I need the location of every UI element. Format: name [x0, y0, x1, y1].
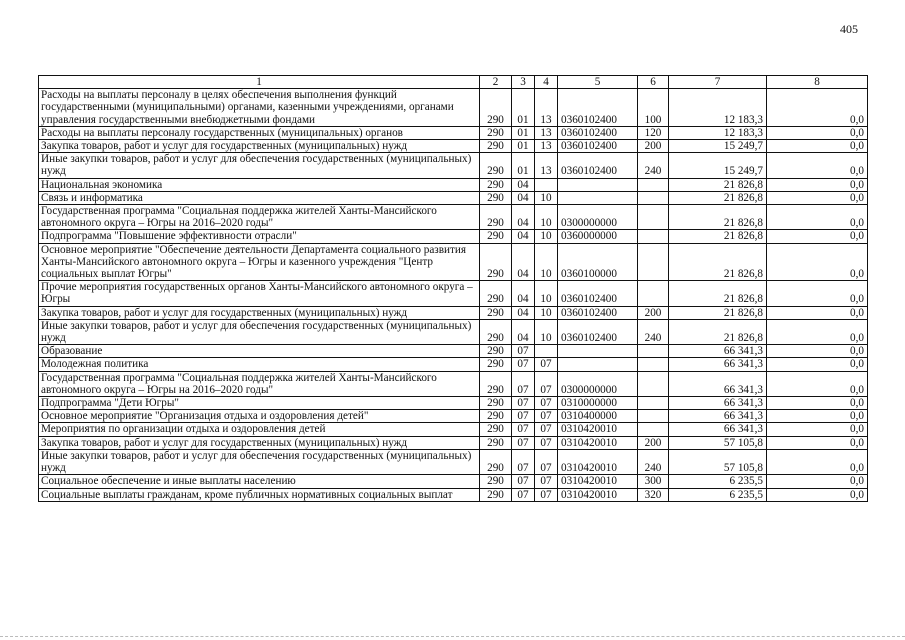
col-3-cell: 07: [512, 475, 535, 488]
col-5-cell: 0300000000: [558, 371, 638, 396]
col-2-cell: 290: [480, 319, 512, 344]
col-5-cell: 0360102400: [558, 126, 638, 139]
col-8-cell: 0,0: [767, 243, 868, 281]
col-4-cell: 07: [535, 371, 558, 396]
col-2-cell: 290: [480, 345, 512, 358]
col-5-cell: [558, 191, 638, 204]
row-name: Закупка товаров, работ и услуг для государственных (муниципальных) нужд: [39, 306, 480, 319]
col-6-cell: 320: [638, 488, 669, 501]
col-8-cell: 0,0: [767, 89, 868, 127]
col-6-cell: [638, 345, 669, 358]
col-7-cell: 12 183,3: [669, 89, 767, 127]
col-2-cell: 290: [480, 410, 512, 423]
col-8-cell: 0,0: [767, 488, 868, 501]
row-name: Закупка товаров, работ и услуг для государственных (муниципальных) нужд: [39, 436, 480, 449]
col-4-cell: 07: [535, 410, 558, 423]
col-5-cell: 0310420010: [558, 436, 638, 449]
col-7-cell: 57 105,8: [669, 449, 767, 474]
col-8-cell: 0,0: [767, 371, 868, 396]
col-3-cell: 04: [512, 243, 535, 281]
table-row: [39, 423, 868, 436]
col-7-cell: 21 826,8: [669, 178, 767, 191]
col-4-cell: 10: [535, 306, 558, 319]
col-6-cell: 300: [638, 475, 669, 488]
col-8-cell: 0,0: [767, 319, 868, 344]
col-2-cell: 290: [480, 475, 512, 488]
col-8-cell: 0,0: [767, 345, 868, 358]
col-6-cell: 200: [638, 140, 669, 153]
col-7-cell: 66 341,3: [669, 410, 767, 423]
header-cell: 2: [480, 76, 512, 89]
row-name: Расходы на выплаты персоналу государственных (муниципальных) органов: [39, 126, 480, 139]
row-name: Основное мероприятие "Организация отдыха и оздоровления детей": [39, 410, 480, 423]
col-4-cell: 10: [535, 243, 558, 281]
col-3-cell: 04: [512, 281, 535, 306]
col-2-cell: 290: [480, 89, 512, 127]
table-row: [39, 449, 868, 474]
header-cell: 4: [535, 76, 558, 89]
table-row: [39, 89, 868, 127]
table-row: [39, 371, 868, 396]
col-7-cell: 66 341,3: [669, 397, 767, 410]
header-cell: 6: [638, 76, 669, 89]
col-6-cell: 200: [638, 436, 669, 449]
table-row: [39, 243, 868, 281]
col-2-cell: 290: [480, 243, 512, 281]
col-6-cell: [638, 397, 669, 410]
row-name: Государственная программа "Социальная поддержка жителей Ханты-Мансийского автономного округа – Югры на 2016–2020 годы": [39, 205, 480, 230]
col-5-cell: 0310400000: [558, 410, 638, 423]
row-name: Образование: [39, 345, 480, 358]
row-name: Иные закупки товаров, работ и услуг для обеспечения государственных (муниципальных) нужд: [39, 153, 480, 178]
col-6-cell: 100: [638, 89, 669, 127]
table-row: [39, 140, 868, 153]
col-2-cell: 290: [480, 449, 512, 474]
col-7-cell: 12 183,3: [669, 126, 767, 139]
col-8-cell: 0,0: [767, 191, 868, 204]
col-3-cell: 07: [512, 371, 535, 396]
col-7-cell: 21 826,8: [669, 319, 767, 344]
col-2-cell: 290: [480, 423, 512, 436]
row-name: Социальные выплаты гражданам, кроме публичных нормативных социальных выплат: [39, 488, 480, 501]
col-4-cell: 07: [535, 358, 558, 371]
col-2-cell: 290: [480, 230, 512, 243]
col-2-cell: 290: [480, 140, 512, 153]
col-2-cell: 290: [480, 178, 512, 191]
col-2-cell: 290: [480, 397, 512, 410]
col-7-cell: 21 826,8: [669, 205, 767, 230]
row-name: Связь и информатика: [39, 191, 480, 204]
col-7-cell: 6 235,5: [669, 488, 767, 501]
col-3-cell: 07: [512, 410, 535, 423]
row-name: Расходы на выплаты персоналу в целях обеспечения выполнения функций государственными (муниципальными) органами, казенными учреждениями, органами управления государственными внебюджетными фондами: [39, 89, 480, 127]
col-5-cell: [558, 178, 638, 191]
col-4-cell: 07: [535, 475, 558, 488]
row-name: Государственная программа "Социальная поддержка жителей Ханты-Мансийского автономного округа – Югры на 2016–2020 годы": [39, 371, 480, 396]
col-4-cell: 07: [535, 449, 558, 474]
col-7-cell: 6 235,5: [669, 475, 767, 488]
col-2-cell: 290: [480, 371, 512, 396]
col-2-cell: 290: [480, 358, 512, 371]
col-2-cell: 290: [480, 281, 512, 306]
col-6-cell: 120: [638, 126, 669, 139]
col-8-cell: 0,0: [767, 475, 868, 488]
col-2-cell: 290: [480, 153, 512, 178]
col-6-cell: [638, 371, 669, 396]
col-4-cell: 13: [535, 126, 558, 139]
col-3-cell: 04: [512, 230, 535, 243]
col-4-cell: 10: [535, 230, 558, 243]
col-5-cell: [558, 345, 638, 358]
col-3-cell: 07: [512, 345, 535, 358]
col-5-cell: 0360102400: [558, 89, 638, 127]
col-6-cell: [638, 243, 669, 281]
col-3-cell: 07: [512, 488, 535, 501]
col-8-cell: 0,0: [767, 306, 868, 319]
table-row: [39, 178, 868, 191]
col-4-cell: 13: [535, 140, 558, 153]
col-6-cell: [638, 191, 669, 204]
col-5-cell: 0310420010: [558, 475, 638, 488]
col-7-cell: 21 826,8: [669, 306, 767, 319]
col-7-cell: 21 826,8: [669, 191, 767, 204]
col-3-cell: 04: [512, 191, 535, 204]
row-name: Национальная экономика: [39, 178, 480, 191]
col-6-cell: [638, 230, 669, 243]
col-8-cell: 0,0: [767, 126, 868, 139]
col-2-cell: 290: [480, 488, 512, 501]
header-cell: 3: [512, 76, 535, 89]
table-row: [39, 153, 868, 178]
col-7-cell: 57 105,8: [669, 436, 767, 449]
row-name: Социальное обеспечение и иные выплаты населению: [39, 475, 480, 488]
row-name: Прочие мероприятия государственных органов Ханты-Мансийского автономного округа – Югры: [39, 281, 480, 306]
row-name: Подпрограмма "Дети Югры": [39, 397, 480, 410]
table-row: [39, 319, 868, 344]
row-name: Молодежная политика: [39, 358, 480, 371]
row-name: Иные закупки товаров, работ и услуг для обеспечения государственных (муниципальных) нужд: [39, 319, 480, 344]
row-name: Основное мероприятие "Обеспечение деятельности Департамента социального развития Ханты-Мансийского автономного округа – Югры и казенного учреждения "Центр социальных выплат Югры": [39, 243, 480, 281]
table-row: [39, 191, 868, 204]
table-row: [39, 436, 868, 449]
table-header-row: [39, 76, 868, 89]
col-5-cell: 0360102400: [558, 319, 638, 344]
col-7-cell: 15 249,7: [669, 153, 767, 178]
col-3-cell: 04: [512, 178, 535, 191]
col-7-cell: 66 341,3: [669, 371, 767, 396]
row-name: Закупка товаров, работ и услуг для государственных (муниципальных) нужд: [39, 140, 480, 153]
table-row: [39, 410, 868, 423]
col-2-cell: 290: [480, 126, 512, 139]
col-2-cell: 290: [480, 306, 512, 319]
table-row: [39, 397, 868, 410]
col-4-cell: [535, 178, 558, 191]
col-7-cell: 21 826,8: [669, 281, 767, 306]
table-row: [39, 306, 868, 319]
col-4-cell: 10: [535, 191, 558, 204]
col-6-cell: [638, 358, 669, 371]
col-8-cell: 0,0: [767, 281, 868, 306]
col-8-cell: 0,0: [767, 205, 868, 230]
col-6-cell: [638, 410, 669, 423]
col-8-cell: 0,0: [767, 397, 868, 410]
col-6-cell: [638, 178, 669, 191]
table-row: [39, 358, 868, 371]
col-8-cell: 0,0: [767, 178, 868, 191]
table-row: [39, 488, 868, 501]
col-4-cell: [535, 345, 558, 358]
col-4-cell: 10: [535, 281, 558, 306]
col-4-cell: 10: [535, 319, 558, 344]
col-3-cell: 04: [512, 306, 535, 319]
col-8-cell: 0,0: [767, 153, 868, 178]
col-6-cell: 200: [638, 306, 669, 319]
col-4-cell: 07: [535, 397, 558, 410]
col-4-cell: 07: [535, 436, 558, 449]
col-5-cell: 0310420010: [558, 423, 638, 436]
budget-table: [38, 75, 868, 502]
row-name: Мероприятия по организации отдыха и оздоровления детей: [39, 423, 480, 436]
col-6-cell: [638, 281, 669, 306]
col-5-cell: 0310000000: [558, 397, 638, 410]
col-3-cell: 01: [512, 140, 535, 153]
col-2-cell: 290: [480, 205, 512, 230]
col-3-cell: 07: [512, 397, 535, 410]
col-3-cell: 07: [512, 436, 535, 449]
col-7-cell: 21 826,8: [669, 243, 767, 281]
row-name: Подпрограмма "Повышение эффективности отрасли": [39, 230, 480, 243]
col-3-cell: 07: [512, 423, 535, 436]
scan-edge-line: [0, 636, 905, 638]
col-8-cell: 0,0: [767, 140, 868, 153]
col-5-cell: 0360100000: [558, 243, 638, 281]
header-cell: 1: [39, 76, 480, 89]
col-5-cell: 0300000000: [558, 205, 638, 230]
header-cell: 5: [558, 76, 638, 89]
col-8-cell: 0,0: [767, 358, 868, 371]
header-cell: 8: [767, 76, 868, 89]
col-3-cell: 07: [512, 358, 535, 371]
col-3-cell: 01: [512, 126, 535, 139]
col-3-cell: 04: [512, 319, 535, 344]
col-5-cell: 0360102400: [558, 140, 638, 153]
col-6-cell: 240: [638, 319, 669, 344]
col-7-cell: 15 249,7: [669, 140, 767, 153]
col-3-cell: 01: [512, 153, 535, 178]
col-5-cell: 0360102400: [558, 281, 638, 306]
col-5-cell: 0310420010: [558, 488, 638, 501]
table-row: [39, 205, 868, 230]
col-3-cell: 01: [512, 89, 535, 127]
col-7-cell: 66 341,3: [669, 423, 767, 436]
col-6-cell: 240: [638, 449, 669, 474]
col-7-cell: 21 826,8: [669, 230, 767, 243]
col-5-cell: 0360102400: [558, 153, 638, 178]
col-5-cell: 0360102400: [558, 306, 638, 319]
col-8-cell: 0,0: [767, 410, 868, 423]
table-row: [39, 126, 868, 139]
row-name: Иные закупки товаров, работ и услуг для обеспечения государственных (муниципальных) нужд: [39, 449, 480, 474]
col-4-cell: 07: [535, 423, 558, 436]
col-2-cell: 290: [480, 436, 512, 449]
table-row: [39, 281, 868, 306]
col-4-cell: 13: [535, 153, 558, 178]
col-8-cell: 0,0: [767, 449, 868, 474]
col-8-cell: 0,0: [767, 230, 868, 243]
table-row: [39, 230, 868, 243]
table-row: [39, 345, 868, 358]
col-2-cell: 290: [480, 191, 512, 204]
col-6-cell: 240: [638, 153, 669, 178]
col-5-cell: 0360000000: [558, 230, 638, 243]
col-6-cell: [638, 205, 669, 230]
table-row: [39, 475, 868, 488]
header-cell: 7: [669, 76, 767, 89]
col-3-cell: 04: [512, 205, 535, 230]
col-3-cell: 07: [512, 449, 535, 474]
col-8-cell: 0,0: [767, 423, 868, 436]
col-7-cell: 66 341,3: [669, 358, 767, 371]
col-6-cell: [638, 423, 669, 436]
col-4-cell: 10: [535, 205, 558, 230]
col-8-cell: 0,0: [767, 436, 868, 449]
col-4-cell: 13: [535, 89, 558, 127]
col-7-cell: 66 341,3: [669, 345, 767, 358]
col-4-cell: 07: [535, 488, 558, 501]
col-5-cell: [558, 358, 638, 371]
col-5-cell: 0310420010: [558, 449, 638, 474]
page-number: 405: [840, 22, 858, 36]
